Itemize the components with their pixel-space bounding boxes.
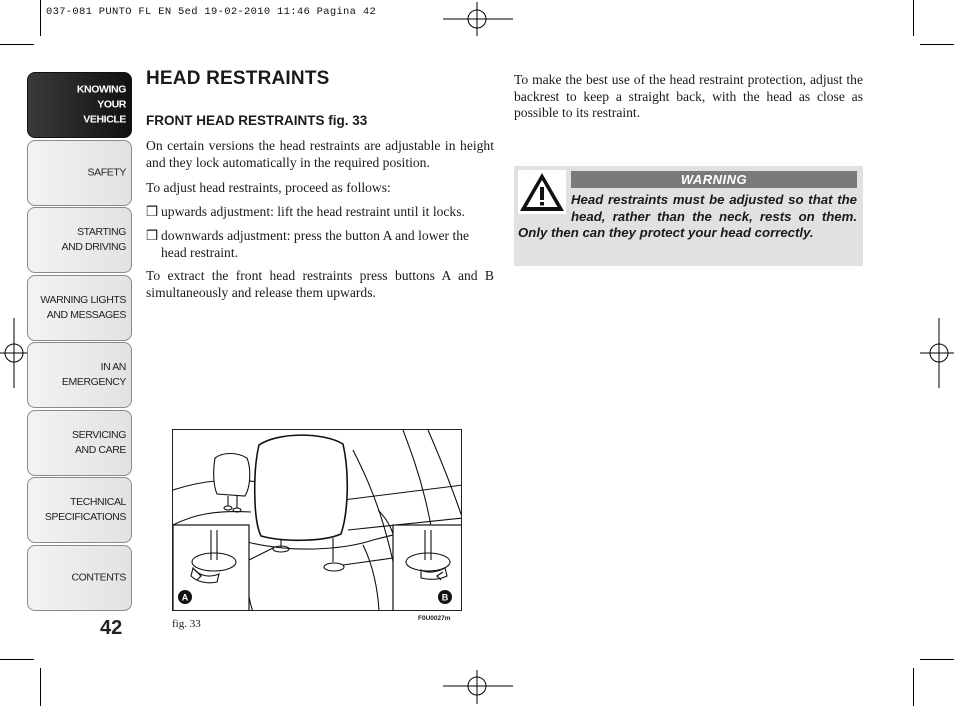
paragraph: To adjust head restraints, proceed as follows: [146,180,391,195]
paragraph: To make the best use of the head restraint protection, adjust the backrest to keep a straight back, with the head as close as possible to its restraint. [514,72,863,120]
registration-mark-top [443,2,513,36]
tab-contents[interactable] [27,545,132,611]
checkbox-bullet-icon: ❒ [146,204,159,219]
tab-starting-and-driving[interactable] [27,207,132,273]
section-subtitle: FRONT HEAD RESTRAINTS fig. 33 [146,113,368,128]
tab-label: IN AN EMERGENCY [61,361,126,388]
checkbox-bullet-icon: ❒ [146,228,159,243]
tab-label: CONTENTS [71,571,126,584]
crop-mark [913,668,914,706]
warning-text-block [518,192,857,242]
list-item [146,204,494,221]
paragraph: To extract the front head restraints press buttons A and B simultaneously and release them upwards. [146,268,494,300]
tab-label: WARNING LIGHTS AND MESSAGES [40,294,126,321]
tab-label: STARTING AND DRIVING [61,226,126,253]
crop-mark [0,659,34,660]
tab-label: TECHNICAL SPECIFICATIONS [44,496,126,523]
tab-technical-specifications[interactable] [27,477,132,543]
tab-label: KNOWING YOUR VEHICLE [76,83,126,126]
registration-mark-bottom [443,670,513,704]
paragraph: On certain versions the head restraints are adjustable in height and they lock automatically in the required position. [146,138,494,170]
figure-caption: fig. 33 [172,618,201,630]
head-restraint-illustration [173,430,462,611]
warning-heading: WARNING [571,171,857,188]
crop-mark [913,0,914,36]
label-a: A [181,592,189,603]
tab-safety[interactable] [27,140,132,206]
crop-mark [920,659,954,660]
tab-warning-lights[interactable] [27,275,132,341]
figure-code: F0U0027m [418,615,451,622]
figure-head-restraints [172,429,462,611]
tab-label: SAFETY [87,166,126,179]
list-item [146,228,494,261]
page-number: 42 [100,617,123,639]
tab-knowing-your-vehicle[interactable] [27,72,132,138]
page-title: HEAD RESTRAINTS [146,68,330,89]
crop-mark [40,668,41,706]
registration-mark-right [920,318,954,388]
print-header: 037-081 PUNTO FL EN 5ed 19-02-2010 11:46 Pagina 42 [46,6,377,18]
list-item-text: downwards adjustment: press the button A and lower the head restraint. [161,228,470,260]
tab-servicing[interactable] [27,410,132,476]
warning-text: Head restraints must be adjusted so that the head, rather than the neck, rests on them. Only then can they protect your head correctly. [518,192,857,240]
tab-label: SERVICING AND CARE [72,429,126,456]
list-item-text: upwards adjustment: lift the head restraint until it locks. [161,204,465,219]
warning-box [514,166,863,266]
tab-emergency[interactable] [27,342,132,408]
crop-mark [920,44,954,45]
label-b: B [441,592,449,603]
crop-mark [0,44,34,45]
crop-mark [40,0,41,36]
